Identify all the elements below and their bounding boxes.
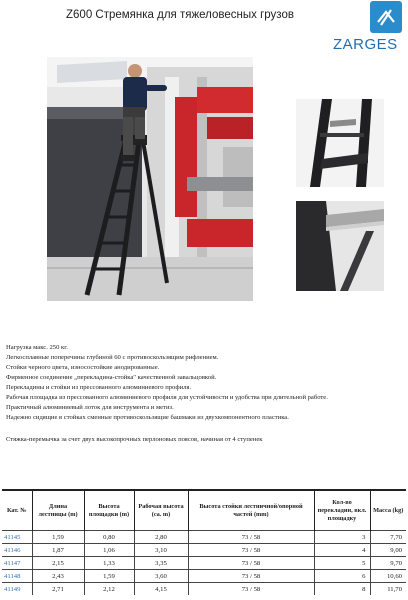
cell-platform-height: 2,12 bbox=[84, 583, 134, 596]
cell-length: 1,59 bbox=[32, 531, 84, 544]
cell-rungs: 5 bbox=[314, 557, 370, 570]
cell-rungs: 6 bbox=[314, 570, 370, 583]
cell-working-height: 2,80 bbox=[134, 531, 188, 544]
cell-stile-height: 73 / 58 bbox=[188, 544, 314, 557]
cell-length: 2,15 bbox=[32, 557, 84, 570]
cell-weight: 7,70 bbox=[370, 531, 406, 544]
detail-photo-bottom bbox=[296, 201, 384, 291]
col-header-stile-height: Высота стойки лестничной/опорной частей (mm) bbox=[188, 490, 314, 531]
spec-line: Перекладины и стойки из прессованного алюминиевого профиля. bbox=[6, 384, 192, 391]
cell-working-height: 3,10 bbox=[134, 544, 188, 557]
cell-cat-no: 41149 bbox=[2, 583, 32, 596]
cell-weight: 10,60 bbox=[370, 570, 406, 583]
cell-weight: 9,70 bbox=[370, 557, 406, 570]
table-row bbox=[2, 570, 406, 583]
page-title: Z600 Стремянка для тяжеловесных грузов bbox=[66, 9, 294, 21]
cell-stile-height: 73 / 58 bbox=[188, 570, 314, 583]
cell-rungs: 4 bbox=[314, 544, 370, 557]
spec-line: Нагрузка макс. 250 кг. bbox=[6, 344, 68, 351]
col-header-cat: Кат. № bbox=[2, 490, 32, 531]
col-header-rungs: Кол-во перекладин, вкл. площадку bbox=[314, 490, 370, 531]
cell-rungs: 3 bbox=[314, 531, 370, 544]
cell-platform-height: 1,06 bbox=[84, 544, 134, 557]
spec-line: Стойки черного цвета, износостойкие анодированные. bbox=[6, 364, 160, 371]
table-header-row bbox=[2, 490, 406, 531]
cell-platform-height: 1,59 bbox=[84, 570, 134, 583]
cell-cat-no: 41148 bbox=[2, 570, 32, 583]
cell-stile-height: 73 / 58 bbox=[188, 531, 314, 544]
cell-platform-height: 0,80 bbox=[84, 531, 134, 544]
table-row bbox=[2, 531, 406, 544]
cell-weight: 11,70 bbox=[370, 583, 406, 596]
strap-note: Стяжка-перемычка за счет двух высокопрочных перлоновых поясов, начиная от 4 ступенек bbox=[6, 436, 263, 443]
specs-list bbox=[6, 343, 402, 423]
zarges-logo-icon bbox=[370, 1, 402, 33]
cell-stile-height: 73 / 58 bbox=[188, 557, 314, 570]
cell-cat-no: 41145 bbox=[2, 531, 32, 544]
brand-name: ZARGES bbox=[333, 36, 398, 53]
col-header-length: Длина лестницы (m) bbox=[32, 490, 84, 531]
col-header-weight: Масса (kg) bbox=[370, 490, 406, 531]
zarges-logo bbox=[370, 1, 402, 33]
cell-length: 2,43 bbox=[32, 570, 84, 583]
table-row bbox=[2, 583, 406, 596]
detail-photo-top bbox=[296, 99, 384, 187]
cell-platform-height: 1,33 bbox=[84, 557, 134, 570]
spec-line: Практичный алюминиевый лоток для инструмента и метиз. bbox=[6, 404, 174, 411]
cell-weight: 9,00 bbox=[370, 544, 406, 557]
spec-line: Фирменное соединение „перекладина-стойка" качественной завальцовкой. bbox=[6, 374, 217, 381]
cell-working-height: 3,35 bbox=[134, 557, 188, 570]
cell-rungs: 8 bbox=[314, 583, 370, 596]
spec-table bbox=[2, 489, 406, 595]
main-photo bbox=[47, 57, 253, 301]
cell-cat-no: 41146 bbox=[2, 544, 32, 557]
table-row bbox=[2, 544, 406, 557]
spec-line: Легкосплавные поперечины глубиной 60 с противоскользящим рифлением. bbox=[6, 354, 219, 361]
cell-length: 2,71 bbox=[32, 583, 84, 596]
spec-line: Надежно сидящие в стойках сменные противоскользящие башмаки из двухкомпонентного пластика. bbox=[6, 414, 289, 421]
cell-cat-no: 41147 bbox=[2, 557, 32, 570]
col-header-working-height: Рабочая высота (ca. m) bbox=[134, 490, 188, 531]
spec-line: Рабочая площадка из прессованного алюминиевого профиля для устойчивости и удобства при длительной работе. bbox=[6, 394, 328, 401]
cell-stile-height: 73 / 58 bbox=[188, 583, 314, 596]
col-header-platform-height: Высота площадки (m) bbox=[84, 490, 134, 531]
cell-length: 1,87 bbox=[32, 544, 84, 557]
table-row bbox=[2, 557, 406, 570]
cell-working-height: 3,60 bbox=[134, 570, 188, 583]
cell-working-height: 4,15 bbox=[134, 583, 188, 596]
